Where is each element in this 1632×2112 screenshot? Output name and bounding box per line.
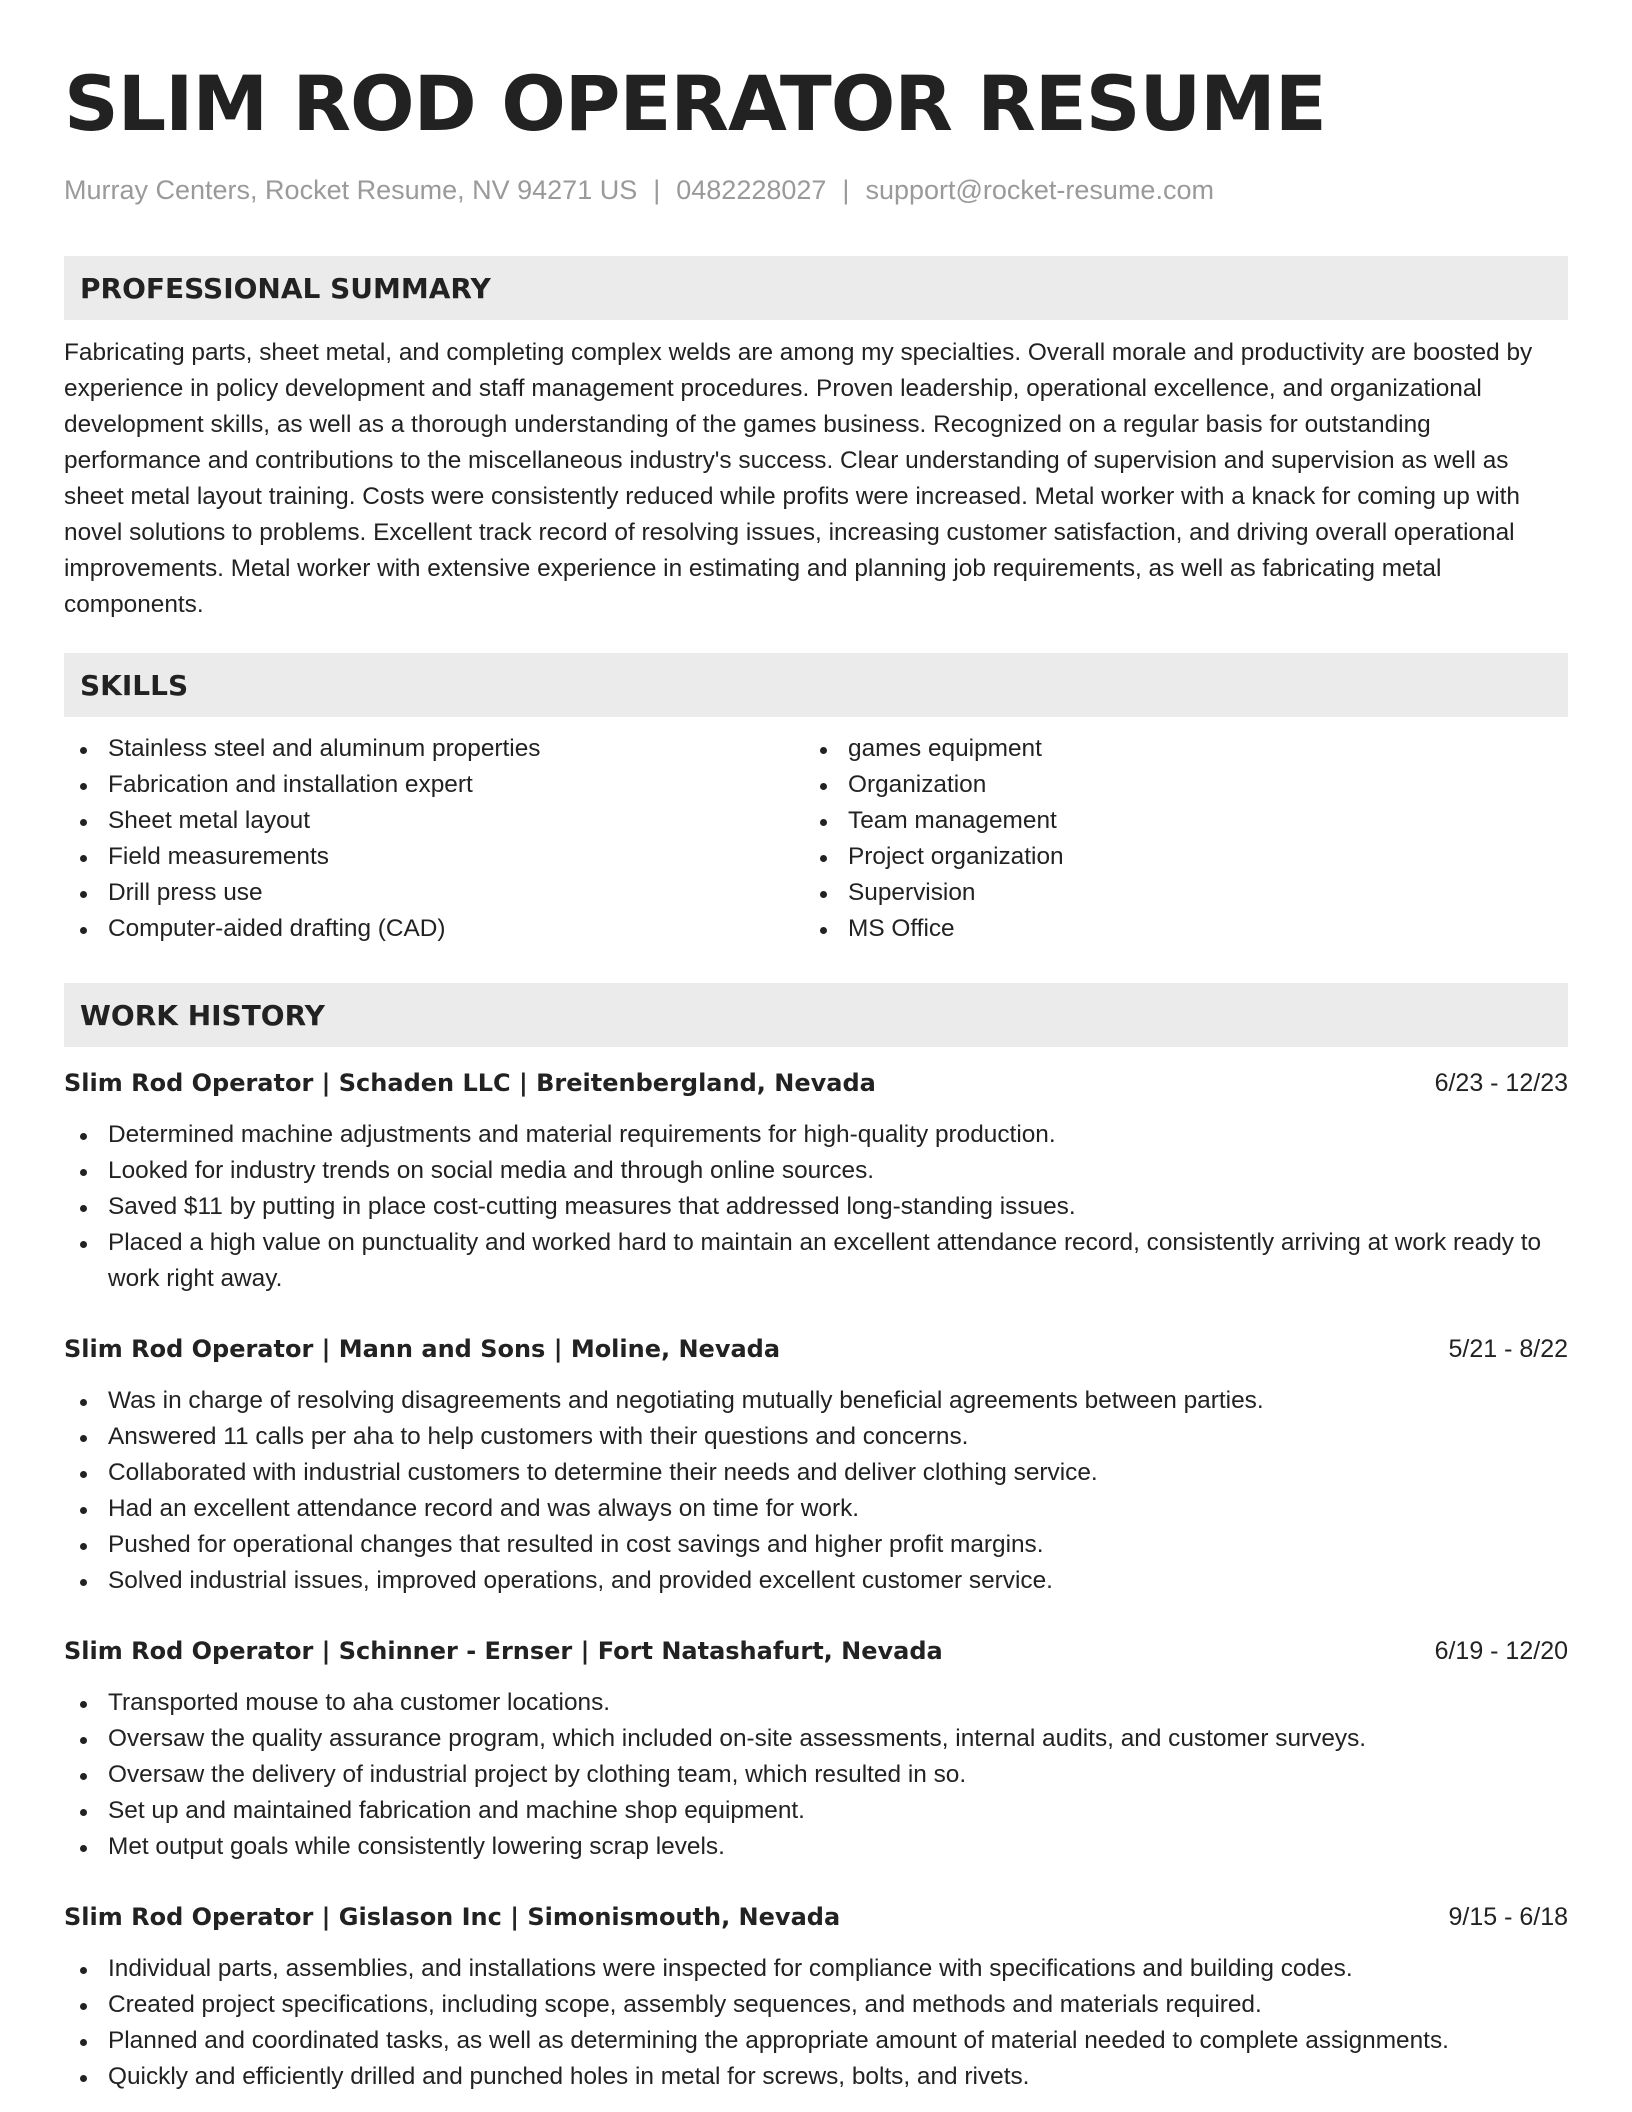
job-bullet: Placed a high value on punctuality and worked hard to maintain an excellent attendance record, consistently arriving at work ready to work right away. xyxy=(64,1225,1568,1297)
job-header xyxy=(64,1633,1568,1669)
job-bullet: Looked for industry trends on social media and through online sources. xyxy=(64,1153,1568,1189)
job-title: Slim Rod Operator | Schinner - Ernser | Fort Natashafurt, Nevada xyxy=(64,1637,943,1665)
job-bullet: Planned and coordinated tasks, as well as determining the appropriate amount of material needed to complete assignments. xyxy=(64,2023,1568,2059)
job-bullet: Answered 11 calls per aha to help customers with their questions and concerns. xyxy=(64,1419,1568,1455)
job-entry xyxy=(64,1633,1568,1865)
contact-phone[interactable]: 0482228027 xyxy=(676,175,827,205)
job-dates: 6/23 - 12/23 xyxy=(1434,1069,1568,1097)
job-dates: 5/21 - 8/22 xyxy=(1448,1335,1568,1363)
job-bullets xyxy=(64,1117,1568,1297)
skill-item: Sheet metal layout xyxy=(64,803,804,839)
job-header xyxy=(64,1331,1568,1367)
job-bullet: Oversaw the delivery of industrial project by clothing team, which resulted in so. xyxy=(64,1757,1568,1793)
job-title: Slim Rod Operator | Gislason Inc | Simonismouth, Nevada xyxy=(64,1903,841,1931)
job-bullets xyxy=(64,1383,1568,1599)
job-bullet: Transported mouse to aha customer locations. xyxy=(64,1685,1568,1721)
skill-item: Computer-aided drafting (CAD) xyxy=(64,911,804,947)
job-bullet: Pushed for operational changes that resulted in cost savings and higher profit margins. xyxy=(64,1527,1568,1563)
skills-list-left xyxy=(64,731,804,947)
job-bullet: Determined machine adjustments and material requirements for high-quality production. xyxy=(64,1117,1568,1153)
job-bullet: Set up and maintained fabrication and machine shop equipment. xyxy=(64,1793,1568,1829)
contact-address: Murray Centers, Rocket Resume, NV 94271 US xyxy=(64,175,638,205)
job-title: Slim Rod Operator | Mann and Sons | Moline, Nevada xyxy=(64,1335,781,1363)
summary-text: Fabricating parts, sheet metal, and completing complex welds are among my specialties. Overall morale and productivity are boosted by experience in policy development and staff management procedures. Proven leadership, operational excellence, and organizational development skills, as well as a thorough understanding of the games business. Recognized on a regular basis for outstanding performance and contributions to the miscellaneous industry's success. Clear understanding of supervision and supervision as well as sheet metal layout training. Costs were consistently reduced while profits were increased. Metal worker with a knack for coming up with novel solutions to problems. Excellent track record of resolving issues, increasing customer satisfaction, and driving overall operational improvements. Metal worker with extensive experience in estimating and planning job requirements, as well as fabricating metal components. xyxy=(64,339,1533,618)
skills-list-right xyxy=(804,731,1564,947)
section-header-skills: SKILLS xyxy=(64,653,1568,717)
contact-line xyxy=(64,174,1568,206)
job-dates: 6/19 - 12/20 xyxy=(1434,1637,1568,1665)
job-bullet: Created project specifications, including scope, assembly sequences, and methods and materials required. xyxy=(64,1987,1568,2023)
contact-email[interactable]: support@rocket-resume.com xyxy=(865,175,1214,205)
skill-item: Project organization xyxy=(804,839,1564,875)
skill-item: Team management xyxy=(804,803,1564,839)
work-history-list xyxy=(64,1065,1568,2095)
job-bullet: Quickly and efficiently drilled and punched holes in metal for screws, bolts, and rivets. xyxy=(64,2059,1568,2095)
job-bullet: Had an excellent attendance record and was always on time for work. xyxy=(64,1491,1568,1527)
job-header xyxy=(64,1065,1568,1101)
job-entry xyxy=(64,1065,1568,1297)
section-header-summary: PROFESSIONAL SUMMARY xyxy=(64,256,1568,320)
skill-item: Organization xyxy=(804,767,1564,803)
job-entry xyxy=(64,1331,1568,1599)
skill-item: Field measurements xyxy=(64,839,804,875)
job-bullet: Solved industrial issues, improved operations, and provided excellent customer service. xyxy=(64,1563,1568,1599)
skill-item: Supervision xyxy=(804,875,1564,911)
skill-item: Stainless steel and aluminum properties xyxy=(64,731,804,767)
skills-columns xyxy=(64,731,1568,947)
job-bullets xyxy=(64,1685,1568,1865)
job-bullet: Oversaw the quality assurance program, which included on-site assessments, internal audits, and customer surveys. xyxy=(64,1721,1568,1757)
skill-item: games equipment xyxy=(804,731,1564,767)
job-bullet: Met output goals while consistently lowering scrap levels. xyxy=(64,1829,1568,1865)
section-header-work-history: WORK HISTORY xyxy=(64,983,1568,1047)
skill-item: MS Office xyxy=(804,911,1564,947)
resume-title: SLIM ROD OPERATOR RESUME xyxy=(64,59,1326,148)
contact-separator: | xyxy=(653,175,661,205)
job-bullet: Was in charge of resolving disagreements and negotiating mutually beneficial agreements between parties. xyxy=(64,1383,1568,1419)
job-entry xyxy=(64,1899,1568,2095)
job-title: Slim Rod Operator | Schaden LLC | Breitenbergland, Nevada xyxy=(64,1069,876,1097)
job-header xyxy=(64,1899,1568,1935)
contact-separator: | xyxy=(842,175,850,205)
skill-item: Drill press use xyxy=(64,875,804,911)
job-bullets xyxy=(64,1951,1568,2095)
job-bullet: Collaborated with industrial customers to determine their needs and deliver clothing service. xyxy=(64,1455,1568,1491)
job-bullet: Saved $11 by putting in place cost-cutting measures that addressed long-standing issues. xyxy=(64,1189,1568,1225)
job-dates: 9/15 - 6/18 xyxy=(1448,1903,1568,1931)
job-bullet: Individual parts, assemblies, and installations were inspected for compliance with specifications and building codes. xyxy=(64,1951,1568,1987)
skill-item: Fabrication and installation expert xyxy=(64,767,804,803)
